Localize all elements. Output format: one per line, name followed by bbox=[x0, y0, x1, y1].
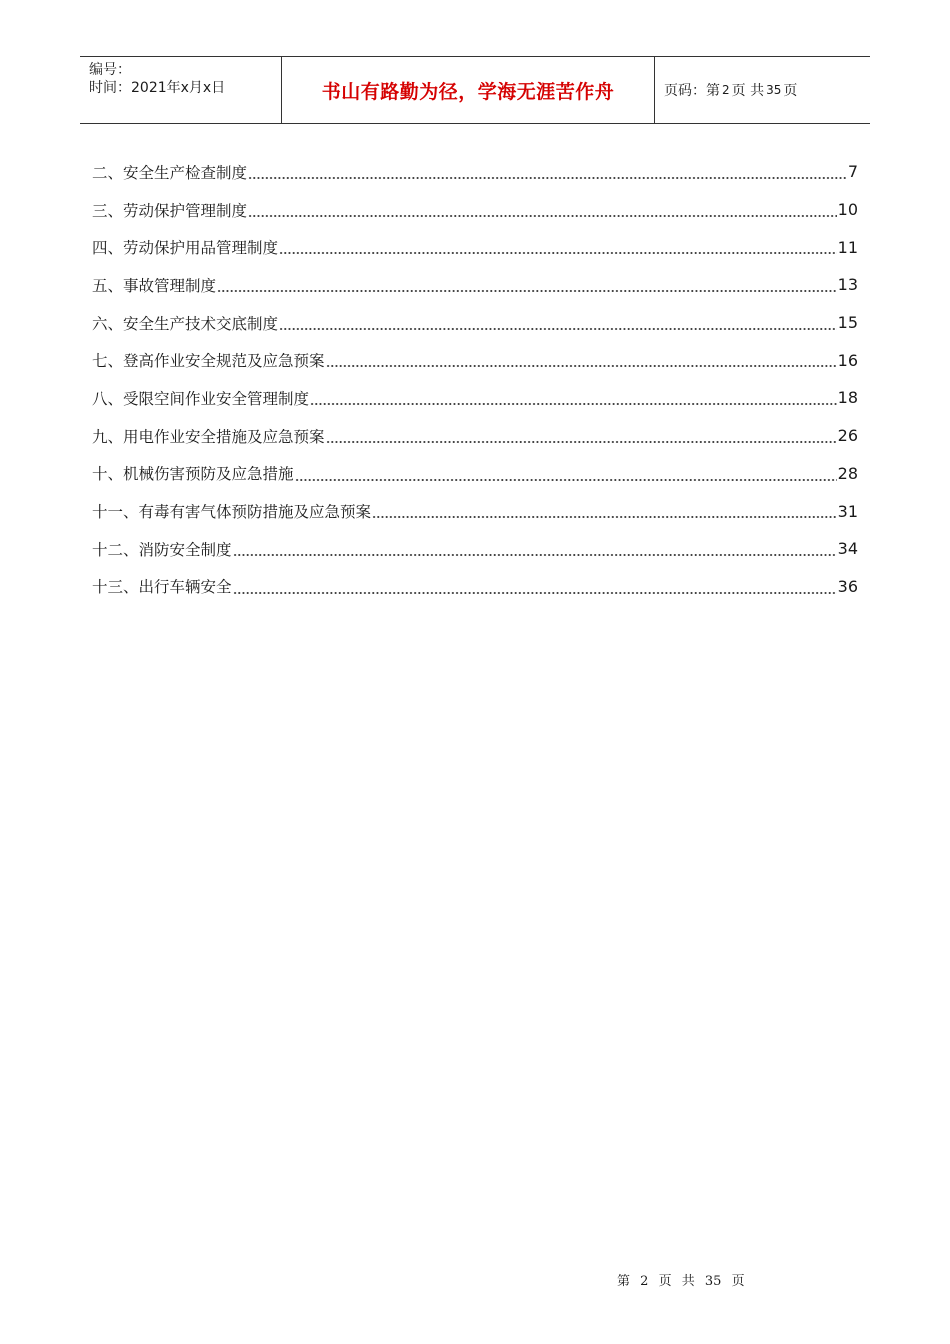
toc-entry[interactable] bbox=[92, 153, 858, 191]
toc-leader-dots bbox=[326, 424, 837, 447]
toc-leader-dots bbox=[295, 462, 837, 485]
toc-entry[interactable] bbox=[92, 530, 858, 568]
toc-leader-dots bbox=[233, 537, 837, 560]
page-footer bbox=[617, 1270, 751, 1289]
toc-entry-title: 二、安全生产检查制度 bbox=[92, 163, 248, 182]
footer-total-pages: 35 bbox=[704, 1274, 722, 1289]
toc-entry-title: 十、机械伤害预防及应急措施 bbox=[92, 465, 294, 484]
toc-entry[interactable] bbox=[92, 568, 858, 606]
footer-suffix: 页 bbox=[731, 1274, 745, 1289]
toc-entry-page: 11 bbox=[837, 237, 858, 257]
toc-entry-title: 七、登高作业安全规范及应急预案 bbox=[92, 352, 325, 371]
toc-entry-page: 31 bbox=[837, 501, 858, 521]
toc-entry-page: 26 bbox=[837, 426, 858, 446]
toc-entry[interactable] bbox=[92, 304, 858, 342]
header-page-label: 页码：第 bbox=[664, 83, 720, 99]
toc-entry-page: 18 bbox=[837, 388, 858, 408]
toc-leader-dots bbox=[217, 273, 837, 296]
footer-current-page: 2 bbox=[640, 1274, 649, 1289]
toc-entry[interactable] bbox=[92, 455, 858, 493]
header-page-mid: 页 共 bbox=[731, 83, 765, 99]
toc-entry-page: 16 bbox=[837, 350, 858, 370]
toc-entry-page: 7 bbox=[847, 162, 858, 182]
toc-entry-title: 六、安全生产技术交底制度 bbox=[92, 314, 279, 333]
toc-entry[interactable] bbox=[92, 417, 858, 455]
toc-entry[interactable] bbox=[92, 492, 858, 530]
header-divider-right bbox=[654, 57, 655, 123]
footer-total-prefix: 共 bbox=[681, 1274, 695, 1289]
table-of-contents bbox=[92, 153, 858, 605]
header-page-info bbox=[664, 57, 797, 123]
toc-leader-dots bbox=[248, 160, 847, 183]
footer-prefix: 第 bbox=[617, 1274, 631, 1289]
toc-entry-title: 四、劳动保护用品管理制度 bbox=[92, 239, 279, 258]
toc-entry-page: 10 bbox=[837, 200, 858, 220]
header-meta bbox=[89, 61, 279, 97]
toc-entry-title: 五、事故管理制度 bbox=[92, 276, 217, 295]
toc-leader-dots bbox=[233, 575, 837, 598]
toc-entry[interactable] bbox=[92, 379, 858, 417]
page-header bbox=[80, 56, 870, 124]
toc-entry[interactable] bbox=[92, 228, 858, 266]
toc-leader-dots bbox=[326, 349, 837, 372]
toc-leader-dots bbox=[279, 311, 837, 334]
header-page-suffix: 页 bbox=[783, 83, 798, 99]
toc-entry-page: 36 bbox=[837, 576, 858, 596]
toc-leader-dots bbox=[310, 386, 837, 409]
footer-page-word: 页 bbox=[658, 1274, 672, 1289]
toc-entry-title: 八、受限空间作业安全管理制度 bbox=[92, 389, 310, 408]
toc-entry-title: 三、劳动保护管理制度 bbox=[92, 201, 248, 220]
toc-entry[interactable] bbox=[92, 266, 858, 304]
header-page-total: 35 bbox=[766, 83, 782, 97]
toc-leader-dots bbox=[248, 198, 837, 221]
document-time-label: 时间：2021年x月x日 bbox=[89, 80, 226, 96]
toc-entry-title: 九、用电作业安全措施及应急预案 bbox=[92, 427, 325, 446]
toc-entry-page: 13 bbox=[837, 275, 858, 295]
toc-leader-dots bbox=[279, 236, 837, 259]
toc-entry[interactable] bbox=[92, 341, 858, 379]
toc-entry-page: 34 bbox=[837, 539, 858, 559]
header-page-current: 2 bbox=[722, 83, 730, 97]
toc-entry-page: 15 bbox=[837, 313, 858, 333]
header-motto: 书山有路勤为径，学海无涯苦作舟 bbox=[321, 80, 615, 103]
toc-entry-title: 十二、消防安全制度 bbox=[92, 540, 232, 559]
toc-leader-dots bbox=[372, 499, 837, 522]
toc-entry-page: 28 bbox=[837, 463, 858, 483]
toc-entry-title: 十三、出行车辆安全 bbox=[92, 578, 232, 597]
toc-entry[interactable] bbox=[92, 191, 858, 229]
document-number-label: 编号： bbox=[89, 62, 131, 78]
toc-entry-title: 十一、有毒有害气体预防措施及应急预案 bbox=[92, 503, 372, 522]
